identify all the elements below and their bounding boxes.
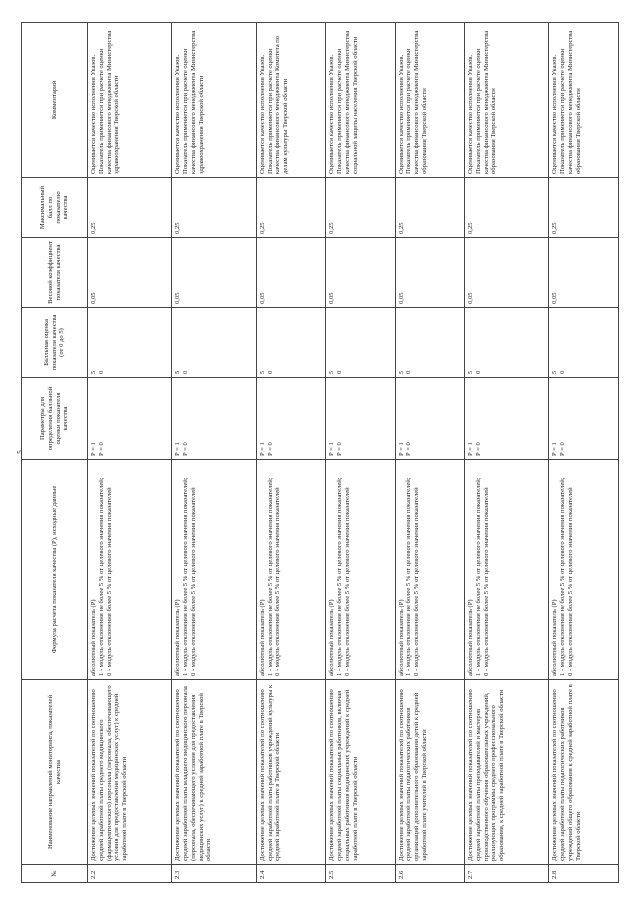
header-score: Балльная оценка показателя качества (от 0 до 5) — [22, 307, 88, 377]
score-values — [395, 307, 464, 377]
calculation-formula-line: 0 - модуль отклонения более 5 % от целевого значения показателей — [482, 486, 490, 676]
score-values — [88, 307, 172, 377]
header-indicator-name: Наименование направлений мониторинга, показателей качества — [22, 679, 88, 864]
score-values-line: 0 — [335, 370, 343, 374]
score-parameters — [395, 377, 464, 459]
calculation-formula-line: абсолютный показатель (P) — [90, 598, 97, 676]
calculation-formula — [395, 459, 464, 679]
calculation-formula-line: абсолютный показатель (P) — [397, 598, 405, 676]
page-number: 5 — [15, 450, 24, 454]
score-values — [172, 307, 256, 377]
table-row — [326, 22, 395, 882]
calculation-formula — [172, 459, 256, 679]
score-values-line: 5 — [328, 370, 336, 374]
weight-coefficient: 0,05 — [88, 237, 172, 307]
score-values — [326, 307, 395, 377]
score-parameters-line: P = 1 — [258, 441, 266, 456]
calculation-formula-line: 1 - модуль отклонения не более 5 % от целевого значения показателей; — [182, 476, 190, 676]
calculation-formula-line: абсолютный показатель (P) — [328, 598, 336, 676]
score-parameters-line: P = 1 — [467, 441, 475, 456]
table-row — [549, 22, 619, 882]
indicator-name: Достижение целевых значений показателей по соотношению средней заработной платы преподавателей и мастеров производственного обучения образовательных учреждений, реализующих программы среднего профессионального образования, к средней заработной плате в Тверской области — [465, 679, 549, 864]
score-values-line: 0 — [266, 370, 274, 374]
score-parameters-line: P = 1 — [90, 441, 97, 456]
calculation-formula-line: 0 - модуль отклонения более 5 % от целевого значения показателей — [105, 486, 113, 676]
indicator-name: Достижение целевых значений показателей по соотношению средней заработной платы среднего медицинского (фармацевтического) персонала (персонала, обеспечивающего условия для предоставления медицинских услуг) к средней заработной плате в Тверской области — [88, 679, 172, 864]
max-score: 0,25 — [326, 177, 395, 237]
table-row — [395, 22, 464, 882]
indicator-name: Достижение целевых значений показателей по соотношению средней заработной платы работников учреждений культуры к средней заработной плате в Тверской области — [256, 679, 325, 864]
calculation-formula-line: 0 - модуль отклонения более 5 % от целевого значения показателей — [413, 486, 421, 676]
comment: Оценивается качество исполнения Указов. Показатель применяется при расчете оценки качества финансового менеджмента Комитета по делам культуры Тверской области — [256, 22, 325, 177]
indicator-name: Достижение целевых значений показателей по соотношению средней заработной платы младшего медицинского персонала (персонала, обеспечивающего условия для предоставления медицинских услуг) к средней заработной плате в Тверской области — [172, 679, 256, 864]
score-parameters-line: P = 0 — [182, 441, 190, 456]
weight-coefficient: 0,05 — [549, 237, 619, 307]
score-values-line: 0 — [474, 370, 482, 374]
max-score: 0,25 — [395, 177, 464, 237]
score-values-line: 5 — [174, 370, 182, 374]
row-number: 2.7 — [465, 864, 549, 882]
score-parameters — [326, 377, 395, 459]
weight-coefficient: 0,05 — [465, 237, 549, 307]
calculation-formula-line: 1 - модуль отклонения не более 5 % от целевого значения показателей; — [97, 476, 105, 676]
calculation-formula-line: 1 - модуль отклонения не более 5 % от целевого значения показателей; — [335, 476, 343, 676]
score-parameters-line: P = 0 — [474, 441, 482, 456]
score-parameters-line: P = 0 — [97, 441, 105, 456]
weight-coefficient: 0,05 — [395, 237, 464, 307]
comment: Оценивается качество исполнения Указов. Показатель применяется при расчете оценки качества финансового менеджмента Министерства социальной защиты населения Тверской области — [326, 22, 395, 177]
score-values-line: 0 — [182, 370, 190, 374]
calculation-formula-line: 0 - модуль отклонения более 5 % от целевого значения показателей — [189, 486, 197, 676]
score-parameters-line: P = 0 — [335, 441, 343, 456]
score-parameters-line: P = 0 — [405, 441, 413, 456]
score-parameters-line: P = 1 — [174, 441, 182, 456]
score-values — [549, 307, 619, 377]
calculation-formula — [326, 459, 395, 679]
score-parameters-line: P = 1 — [551, 441, 559, 456]
row-number: 2.6 — [395, 864, 464, 882]
calculation-formula-line: 0 - модуль отклонения более 5 % от целевого значения показателей — [567, 486, 575, 676]
score-parameters-line: P = 0 — [559, 441, 567, 456]
score-parameters — [256, 377, 325, 459]
calculation-formula-line: абсолютный показатель (P) — [258, 598, 266, 676]
score-parameters — [549, 377, 619, 459]
calculation-formula-line: 1 - модуль отклонения не более 5 % от целевого значения показателей; — [266, 476, 274, 676]
table-row — [465, 22, 549, 882]
score-parameters — [465, 377, 549, 459]
calculation-formula-line: 0 - модуль отклонения более 5 % от целевого значения показателей — [274, 486, 282, 676]
score-values-line: 5 — [90, 370, 97, 374]
calculation-formula-line: абсолютный показатель (P) — [551, 598, 559, 676]
score-parameters-line: P = 0 — [266, 441, 274, 456]
table-header-row — [22, 22, 88, 882]
header-comment: Комментарий — [22, 22, 88, 177]
score-values-line: 5 — [551, 370, 559, 374]
header-formula: Формула расчета показателя качества (P), исходные данные — [22, 459, 88, 679]
comment: Оценивается качество исполнения Указов. Показатель применяется при расчете оценки качества финансового менеджмента Министерства здравоохранения Тверской области — [88, 22, 172, 177]
indicator-name: Достижение целевых значений показателей по соотношению средней заработной платы педагогических работников организаций дополнительного образования детей к средней заработной плате учителей в Тверской области — [395, 679, 464, 864]
header-weight: Весовой коэффициент показателя качества — [22, 237, 88, 307]
calculation-formula-line: абсолютный показатель (P) — [467, 598, 475, 676]
comment: Оценивается качество исполнения Указов. Показатель применяется при расчете оценки качества финансового менеджмента Министерства образования Тверской области — [395, 22, 464, 177]
row-number: 2.5 — [326, 864, 395, 882]
table-row — [88, 22, 172, 882]
score-values-line: 5 — [258, 370, 266, 374]
table-row — [256, 22, 325, 882]
score-values-line: 0 — [97, 370, 105, 374]
row-number: 2.8 — [549, 864, 619, 882]
calculation-formula — [549, 459, 619, 679]
calculation-formula-line: 1 - модуль отклонения не более 5 % от целевого значения показателей; — [559, 476, 567, 676]
weight-coefficient: 0,05 — [326, 237, 395, 307]
header-number: № — [22, 864, 88, 882]
indicator-name: Достижение целевых значений показателей по соотношению средней заработной платы педагогических работников учреждений общего образования к средней заработной плате в Тверской области — [549, 679, 619, 864]
calculation-formula-line: абсолютный показатель (P) — [174, 598, 182, 676]
score-values — [256, 307, 325, 377]
row-number: 2.3 — [172, 864, 256, 882]
score-parameters-line: P = 1 — [397, 441, 405, 456]
calculation-formula — [465, 459, 549, 679]
score-values — [465, 307, 549, 377]
score-values-line: 0 — [405, 370, 413, 374]
comment: Оценивается качество исполнения Указов. Показатель применяется при расчете оценки качества финансового менеджмента Министерства здравоохранения Тверской области — [172, 22, 256, 177]
header-parameters: Параметры для определения балльной оценки показателя качества — [22, 377, 88, 459]
comment: Оценивается качество исполнения Указов. Показатель применяется при расчете оценки качества финансового менеджмента Министерства образования Тверской области — [465, 22, 549, 177]
weight-coefficient: 0,05 — [172, 237, 256, 307]
max-score: 0,25 — [256, 177, 325, 237]
max-score: 0,25 — [88, 177, 172, 237]
score-values-line: 5 — [397, 370, 405, 374]
indicator-name: Достижение целевых значений показателей по соотношению средней заработной платы социальных работников, включая социальных работников медицинских учреждений к средней заработной плате в Тверской области — [326, 679, 395, 864]
row-number: 2.2 — [88, 864, 172, 882]
score-values-line: 5 — [467, 370, 475, 374]
score-parameters-line: P = 1 — [328, 441, 336, 456]
score-values-line: 0 — [559, 370, 567, 374]
max-score: 0,25 — [172, 177, 256, 237]
rotated-table-container — [21, 23, 619, 883]
quality-indicators-table — [21, 22, 619, 883]
score-parameters — [172, 377, 256, 459]
comment: Оценивается качество исполнения Указов. Показатель применяется при расчете оценки качества финансового менеджмента Министерства образования Тверской области — [549, 22, 619, 177]
max-score: 0,25 — [549, 177, 619, 237]
max-score: 0,25 — [465, 177, 549, 237]
row-number: 2.4 — [256, 864, 325, 882]
weight-coefficient: 0,05 — [256, 237, 325, 307]
calculation-formula-line: 1 - модуль отклонения не более 5 % от целевого значения показателей; — [405, 476, 413, 676]
score-parameters — [88, 377, 172, 459]
calculation-formula — [256, 459, 325, 679]
table-row — [172, 22, 256, 882]
calculation-formula-line: 1 - модуль отклонения не более 5 % от целевого значения показателей; — [474, 476, 482, 676]
header-max-score: Максимальный балл по показателю качества — [22, 177, 88, 237]
calculation-formula — [88, 459, 172, 679]
calculation-formula-line: 0 - модуль отклонения более 5 % от целевого значения показателей — [343, 486, 351, 676]
